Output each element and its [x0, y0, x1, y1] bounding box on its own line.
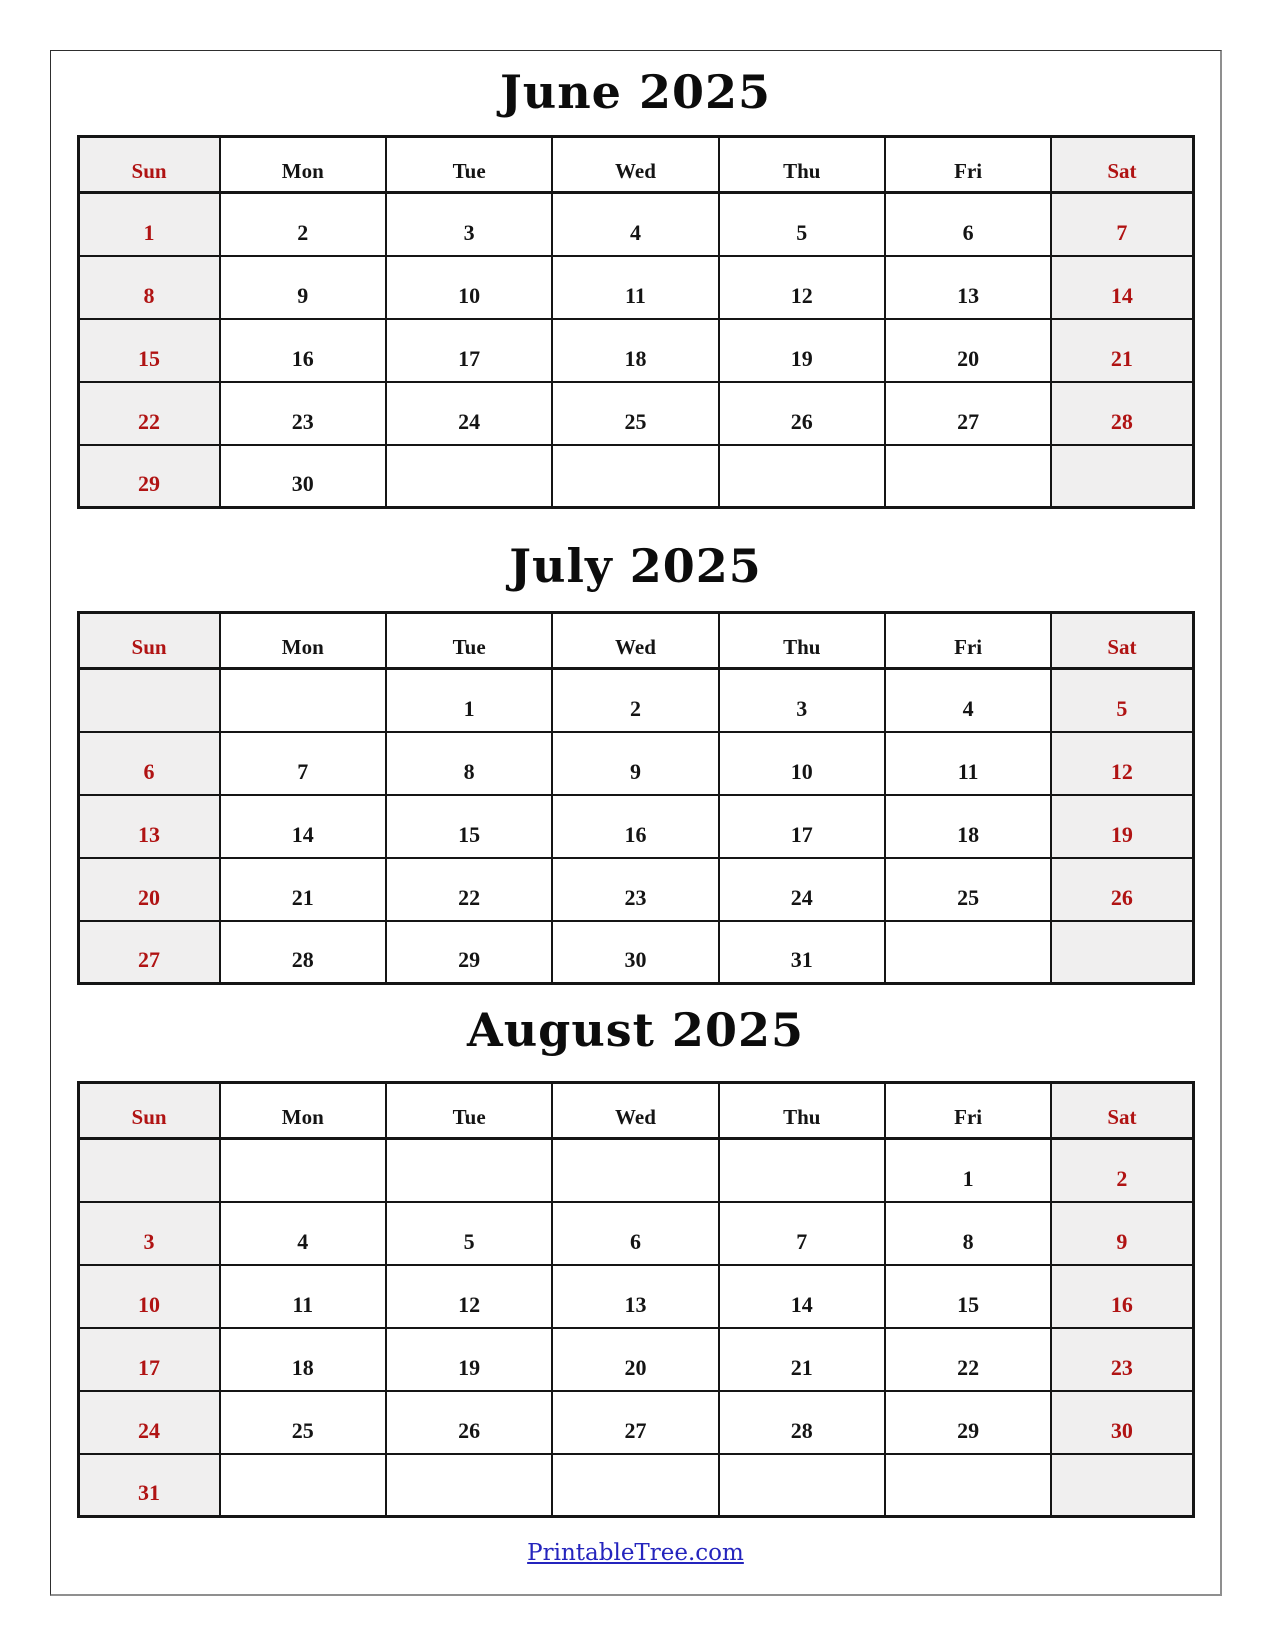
- week-row: [78, 795, 1193, 858]
- day-cell: 28: [719, 1391, 885, 1454]
- empty-day-cell: [885, 445, 1051, 508]
- empty-day-cell: [386, 445, 552, 508]
- empty-day-cell: [1051, 921, 1193, 984]
- month-title-july: July 2025: [509, 539, 762, 593]
- empty-day-cell: [220, 669, 386, 732]
- empty-day-cell: [719, 1454, 885, 1517]
- day-cell: 8: [885, 1202, 1051, 1265]
- weekday-header-tue: Tue: [386, 613, 552, 669]
- day-cell: 22: [885, 1328, 1051, 1391]
- weekday-header-thu: Thu: [719, 137, 885, 193]
- month-title-august: August 2025: [467, 1003, 804, 1057]
- day-cell: 30: [1051, 1391, 1193, 1454]
- day-cell: 11: [220, 1265, 386, 1328]
- calendar-page: [50, 50, 1222, 1596]
- empty-day-cell: [719, 445, 885, 508]
- day-cell: 7: [1051, 193, 1193, 256]
- day-cell: 15: [78, 319, 220, 382]
- day-cell: 20: [78, 858, 220, 921]
- empty-day-cell: [885, 1454, 1051, 1517]
- day-cell: 21: [719, 1328, 885, 1391]
- weekday-header-sat: Sat: [1051, 613, 1193, 669]
- day-cell: 16: [1051, 1265, 1193, 1328]
- day-cell: 10: [78, 1265, 220, 1328]
- empty-day-cell: [78, 669, 220, 732]
- day-cell: 13: [552, 1265, 718, 1328]
- day-cell: 20: [552, 1328, 718, 1391]
- week-row: [78, 1202, 1193, 1265]
- empty-day-cell: [552, 445, 718, 508]
- week-row: [78, 921, 1193, 984]
- day-cell: 5: [1051, 669, 1193, 732]
- day-cell: 10: [719, 732, 885, 795]
- day-cell: 28: [220, 921, 386, 984]
- empty-day-cell: [386, 1139, 552, 1202]
- empty-day-cell: [1051, 445, 1193, 508]
- weekday-header-sat: Sat: [1051, 137, 1193, 193]
- day-cell: 23: [1051, 1328, 1193, 1391]
- day-cell: 5: [386, 1202, 552, 1265]
- day-cell: 25: [885, 858, 1051, 921]
- day-cell: 26: [386, 1391, 552, 1454]
- day-cell: 2: [1051, 1139, 1193, 1202]
- day-cell: 22: [78, 382, 220, 445]
- weekday-header-sun: Sun: [78, 613, 220, 669]
- week-row: [78, 1328, 1193, 1391]
- day-cell: 14: [1051, 256, 1193, 319]
- day-cell: 6: [552, 1202, 718, 1265]
- day-cell: 1: [885, 1139, 1051, 1202]
- weekday-header-wed: Wed: [552, 613, 718, 669]
- day-cell: 23: [552, 858, 718, 921]
- day-cell: 18: [220, 1328, 386, 1391]
- weekday-header-row: [78, 1083, 1193, 1139]
- day-cell: 24: [719, 858, 885, 921]
- week-row: [78, 382, 1193, 445]
- day-cell: 12: [1051, 732, 1193, 795]
- day-cell: 31: [719, 921, 885, 984]
- day-cell: 9: [220, 256, 386, 319]
- day-cell: 11: [552, 256, 718, 319]
- weekday-header-thu: Thu: [719, 1083, 885, 1139]
- day-cell: 16: [552, 795, 718, 858]
- day-cell: 12: [386, 1265, 552, 1328]
- empty-day-cell: [1051, 1454, 1193, 1517]
- day-cell: 30: [220, 445, 386, 508]
- week-row: [78, 193, 1193, 256]
- day-cell: 9: [1051, 1202, 1193, 1265]
- day-cell: 29: [885, 1391, 1051, 1454]
- day-cell: 15: [885, 1265, 1051, 1328]
- week-row: [78, 732, 1193, 795]
- day-cell: 19: [719, 319, 885, 382]
- weekday-header-mon: Mon: [220, 1083, 386, 1139]
- week-row: [78, 1391, 1193, 1454]
- weekday-header-fri: Fri: [885, 137, 1051, 193]
- day-cell: 7: [719, 1202, 885, 1265]
- day-cell: 4: [220, 1202, 386, 1265]
- day-cell: 17: [386, 319, 552, 382]
- day-cell: 11: [885, 732, 1051, 795]
- day-cell: 13: [78, 795, 220, 858]
- day-cell: 22: [386, 858, 552, 921]
- day-cell: 8: [78, 256, 220, 319]
- empty-day-cell: [78, 1139, 220, 1202]
- weekday-header-sun: Sun: [78, 1083, 220, 1139]
- weekday-header-fri: Fri: [885, 613, 1051, 669]
- weekday-header-row: [78, 613, 1193, 669]
- day-cell: 1: [386, 669, 552, 732]
- printabletree-link[interactable]: PrintableTree.com: [527, 1540, 744, 1566]
- week-row: [78, 1139, 1193, 1202]
- day-cell: 30: [552, 921, 718, 984]
- empty-day-cell: [552, 1139, 718, 1202]
- day-cell: 28: [1051, 382, 1193, 445]
- day-cell: 2: [220, 193, 386, 256]
- day-cell: 17: [719, 795, 885, 858]
- day-cell: 29: [386, 921, 552, 984]
- week-row: [78, 445, 1193, 508]
- weekday-header-sat: Sat: [1051, 1083, 1193, 1139]
- day-cell: 3: [78, 1202, 220, 1265]
- day-cell: 1: [78, 193, 220, 256]
- weekday-header-mon: Mon: [220, 613, 386, 669]
- day-cell: 31: [78, 1454, 220, 1517]
- day-cell: 24: [78, 1391, 220, 1454]
- day-cell: 8: [386, 732, 552, 795]
- day-cell: 25: [220, 1391, 386, 1454]
- empty-day-cell: [719, 1139, 885, 1202]
- day-cell: 13: [885, 256, 1051, 319]
- week-row: [78, 1265, 1193, 1328]
- day-cell: 24: [386, 382, 552, 445]
- empty-day-cell: [386, 1454, 552, 1517]
- weekday-header-tue: Tue: [386, 1083, 552, 1139]
- august-calendar-table: [77, 1081, 1195, 1518]
- day-cell: 7: [220, 732, 386, 795]
- weekday-header-sun: Sun: [78, 137, 220, 193]
- week-row: [78, 1454, 1193, 1517]
- day-cell: 25: [552, 382, 718, 445]
- day-cell: 18: [552, 319, 718, 382]
- day-cell: 21: [220, 858, 386, 921]
- day-cell: 3: [719, 669, 885, 732]
- day-cell: 14: [220, 795, 386, 858]
- day-cell: 16: [220, 319, 386, 382]
- day-cell: 6: [885, 193, 1051, 256]
- day-cell: 27: [78, 921, 220, 984]
- week-row: [78, 669, 1193, 732]
- weekday-header-row: [78, 137, 1193, 193]
- day-cell: 23: [220, 382, 386, 445]
- week-row: [78, 319, 1193, 382]
- day-cell: 4: [552, 193, 718, 256]
- day-cell: 12: [719, 256, 885, 319]
- weekday-header-wed: Wed: [552, 137, 718, 193]
- day-cell: 27: [885, 382, 1051, 445]
- weekday-header-tue: Tue: [386, 137, 552, 193]
- july-calendar-table: [77, 611, 1195, 985]
- day-cell: 14: [719, 1265, 885, 1328]
- day-cell: 6: [78, 732, 220, 795]
- day-cell: 29: [78, 445, 220, 508]
- day-cell: 4: [885, 669, 1051, 732]
- day-cell: 19: [386, 1328, 552, 1391]
- day-cell: 20: [885, 319, 1051, 382]
- day-cell: 2: [552, 669, 718, 732]
- day-cell: 17: [78, 1328, 220, 1391]
- day-cell: 26: [1051, 858, 1193, 921]
- day-cell: 19: [1051, 795, 1193, 858]
- day-cell: 5: [719, 193, 885, 256]
- day-cell: 10: [386, 256, 552, 319]
- june-calendar-table: [77, 135, 1195, 509]
- empty-day-cell: [220, 1139, 386, 1202]
- weekday-header-thu: Thu: [719, 613, 885, 669]
- weekday-header-mon: Mon: [220, 137, 386, 193]
- month-title-june: June 2025: [500, 65, 771, 119]
- day-cell: 15: [386, 795, 552, 858]
- footer: [51, 1540, 1220, 1566]
- empty-day-cell: [220, 1454, 386, 1517]
- weekday-header-fri: Fri: [885, 1083, 1051, 1139]
- weekday-header-wed: Wed: [552, 1083, 718, 1139]
- empty-day-cell: [552, 1454, 718, 1517]
- day-cell: 18: [885, 795, 1051, 858]
- day-cell: 3: [386, 193, 552, 256]
- day-cell: 27: [552, 1391, 718, 1454]
- week-row: [78, 256, 1193, 319]
- day-cell: 21: [1051, 319, 1193, 382]
- day-cell: 9: [552, 732, 718, 795]
- week-row: [78, 858, 1193, 921]
- empty-day-cell: [885, 921, 1051, 984]
- day-cell: 26: [719, 382, 885, 445]
